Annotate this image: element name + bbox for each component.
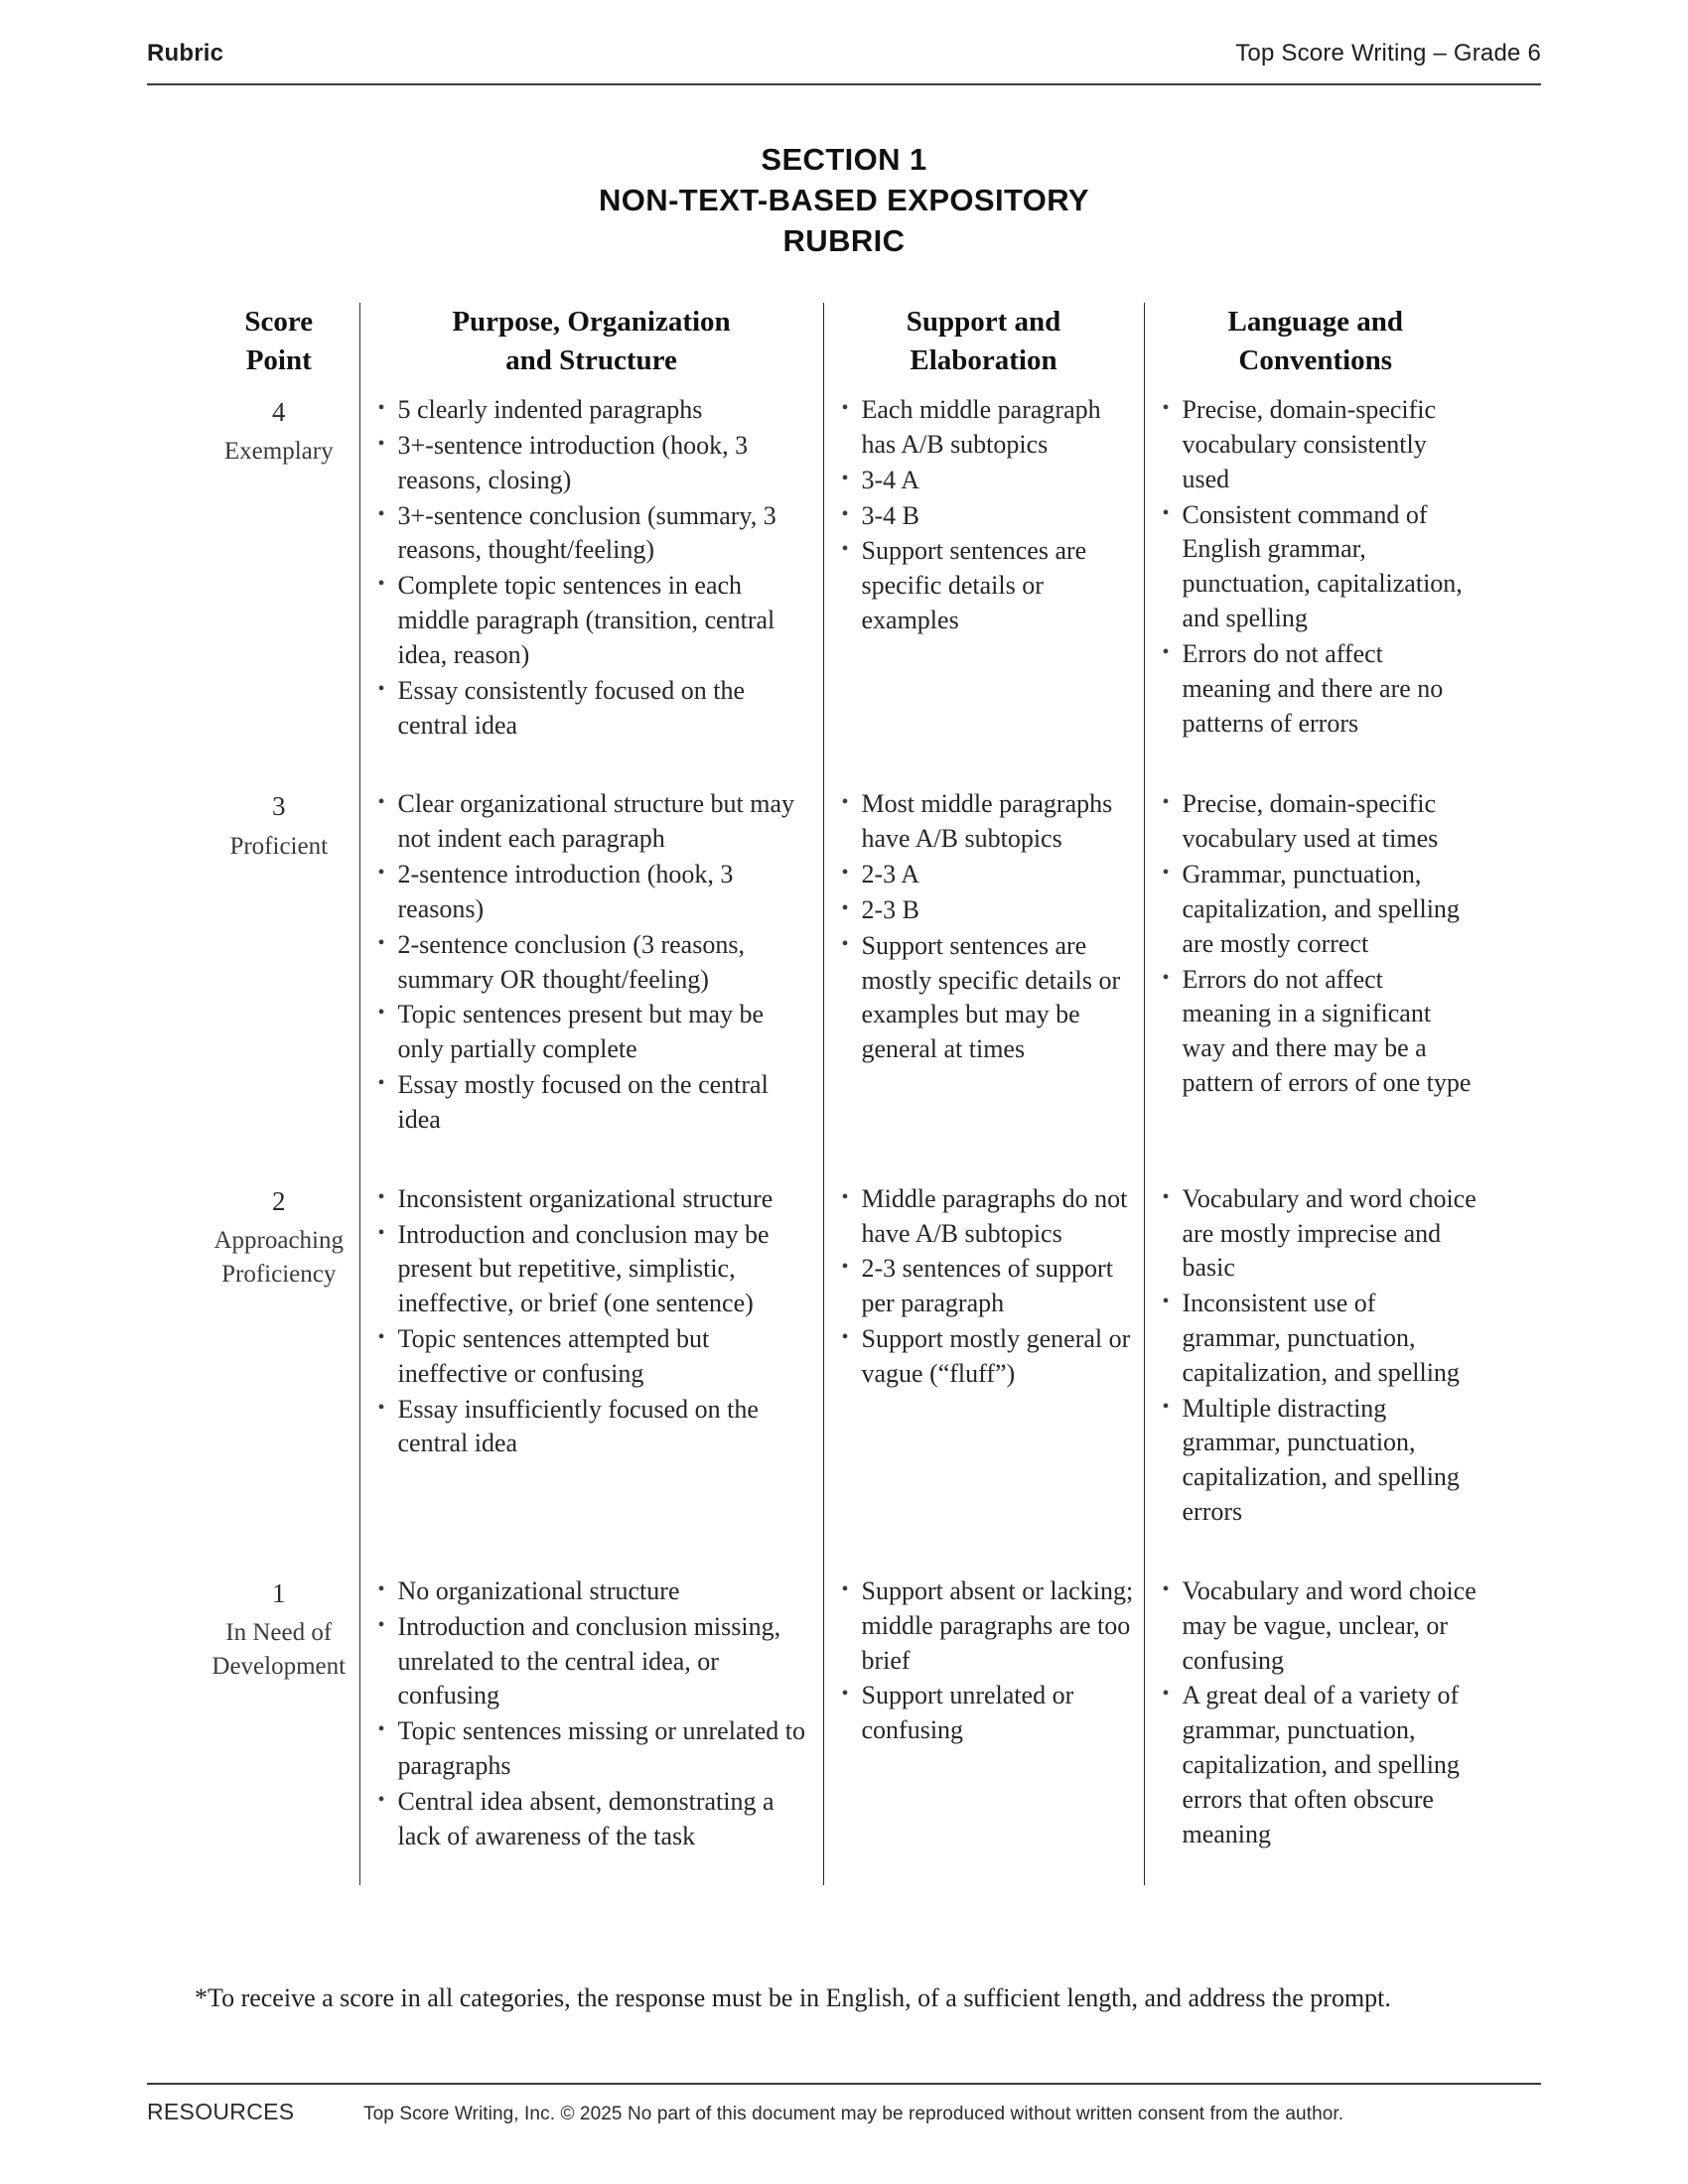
language-cell [1144,1168,1486,1561]
language-cell [1144,379,1486,773]
footer-resources-label: RESOURCES [147,2099,295,2124]
header-divider [147,83,1541,85]
footer-divider [147,2083,1541,2085]
list-item: • Consistent command of English grammar, punctuation, capitalization, and spelling [1159,498,1477,636]
list-item: • Vocabulary and word choice may be vague, unclear, or confusing [1159,1574,1477,1678]
score-number: 2 [272,1185,286,1216]
list-item: • Errors do not affect meaning in a significant way and there may be a pattern of errors of one type [1159,963,1477,1101]
score-label: Exemplary [223,438,334,466]
list-item: • Support mostly general or vague (“fluff”) [838,1322,1134,1392]
score-point-cell [199,773,359,1167]
criteria-list-language [1159,393,1477,741]
list-item: • Most middle paragraphs have A/B subtopics [838,787,1134,857]
list-item: • Precise, domain-specific vocabulary used at times [1159,787,1477,857]
list-item: • 2-3 sentences of support per paragraph [838,1252,1134,1321]
support-cell [823,773,1144,1167]
purpose-cell [359,1168,823,1561]
page-title [147,139,1541,262]
list-item: • 2-3 B [838,893,1134,928]
column-header-language-conventions: Language and Conventions [1144,303,1486,379]
list-item: • Introduction and conclusion missing, unrelated to the central idea, or confusing [374,1610,813,1713]
list-item: • Grammar, punctuation, capitalization, and spelling are mostly correct [1159,858,1477,961]
list-item: • Topic sentences attempted but ineffective or confusing [374,1322,813,1392]
list-item: • 3+-sentence conclusion (summary, 3 reasons, thought/feeling) [374,499,813,569]
list-item: • Essay consistently focused on the central idea [374,674,813,744]
list-item: • Inconsistent organizational structure [374,1182,813,1217]
running-header [147,40,1541,68]
list-item: • Clear organizational structure but may not indent each paragraph [374,787,813,857]
list-item: • Multiple distracting grammar, punctuation, capitalization, and spelling errors [1159,1392,1477,1530]
list-item: • Central idea absent, demonstrating a lack of awareness of the task [374,1785,813,1854]
rubric-table [199,303,1486,1885]
score-label: Approaching Proficiency [213,1227,345,1288]
criteria-list-language [1159,1574,1477,1852]
support-cell [823,1168,1144,1561]
header-right-label: Top Score Writing – Grade 6 [1235,40,1541,67]
score-point-cell [199,1168,359,1561]
language-cell [1144,1561,1486,1885]
list-item: • 5 clearly indented paragraphs [374,393,813,428]
list-item: • Topic sentences missing or unrelated to paragraphs [374,1714,813,1784]
purpose-cell [359,379,823,773]
criteria-list-support [838,1574,1134,1748]
score-point-cell [199,379,359,773]
list-item: • Support sentences are specific details or examples [838,534,1134,637]
table-row [199,1561,1486,1885]
criteria-list-purpose [374,787,813,1137]
header-row [199,303,1486,379]
page-footer [147,2099,1541,2125]
purpose-cell [359,1561,823,1885]
title-line-section: SECTION 1 [761,142,927,177]
list-item: • 2-3 A [838,858,1134,892]
title-line-type: NON-TEXT-BASED EXPOSITORY [598,183,1089,218]
list-item: • No organizational structure [374,1574,813,1609]
table-row [199,1168,1486,1561]
criteria-list-purpose [374,1182,813,1462]
list-item: • Precise, domain-specific vocabulary consistently used [1159,393,1477,496]
list-item: • 3-4 A [838,464,1134,498]
list-item: • Essay insufficiently focused on the central idea [374,1393,813,1462]
header-left-label: Rubric [147,40,224,67]
footnote-text: *To receive a score in all categories, the response must be in English, of a sufficient length, and address the prompt. [195,1983,1391,2012]
score-label: In Need of Development [211,1619,347,1680]
criteria-list-purpose [374,1574,813,1854]
column-header-purpose-organization-structure: Purpose, Organization and Structure [359,303,823,379]
list-item: • 3+-sentence introduction (hook, 3 reasons, closing) [374,429,813,498]
score-number: 4 [272,397,286,428]
list-item: • Errors do not affect meaning and there are no patterns of errors [1159,637,1477,741]
language-cell [1144,773,1486,1167]
criteria-list-support [838,787,1134,1067]
list-item: • Complete topic sentences in each middle paragraph (transition, central idea, reason) [374,569,813,672]
score-number: 1 [272,1577,286,1608]
list-item: • Each middle paragraph has A/B subtopics [838,393,1134,463]
table-row [199,379,1486,773]
column-header-support-elaboration: Support and Elaboration [823,303,1144,379]
score-point-cell [199,1561,359,1885]
table-row [199,773,1486,1167]
purpose-cell [359,773,823,1167]
criteria-list-purpose [374,393,813,743]
list-item: • Support unrelated or confusing [838,1679,1134,1748]
list-item: • Middle paragraphs do not have A/B subtopics [838,1182,1134,1252]
criteria-list-support [838,1182,1134,1392]
list-item: • Essay mostly focused on the central idea [374,1068,813,1138]
criteria-list-language [1159,1182,1477,1530]
score-number: 3 [272,791,286,822]
rubric-table-header [199,303,1486,379]
title-line-rubric: RUBRIC [782,223,906,259]
list-item: • 2-sentence conclusion (3 reasons, summary OR thought/feeling) [374,928,813,998]
list-item: • 2-sentence introduction (hook, 3 reasons) [374,858,813,927]
rubric-table-body [199,379,1486,1884]
list-item: • Topic sentences present but may be only partially complete [374,998,813,1067]
list-item: • 3-4 B [838,499,1134,534]
score-label: Proficient [229,832,329,860]
support-cell [823,379,1144,773]
criteria-list-language [1159,787,1477,1100]
list-item: • Support absent or lacking; middle paragraphs are too brief [838,1574,1134,1678]
support-cell [823,1561,1144,1885]
list-item: • Support sentences are mostly specific details or examples but may be general at times [838,929,1134,1067]
column-header-score-point: Score Point [244,306,314,376]
list-item: • Inconsistent use of grammar, punctuation, capitalization, and spelling [1159,1287,1477,1390]
list-item: • Vocabulary and word choice are mostly imprecise and basic [1159,1182,1477,1286]
list-item: • Introduction and conclusion may be present but repetitive, simplistic, ineffective, or brief (one sentence) [374,1218,813,1321]
footer-copyright-text: Top Score Writing, Inc. © 2025 No part of this document may be reproduced without written consent from the author. [363,2104,1344,2124]
list-item: • A great deal of a variety of grammar, punctuation, capitalization, and spelling errors that often obscure meaning [1159,1679,1477,1851]
criteria-list-support [838,393,1134,638]
